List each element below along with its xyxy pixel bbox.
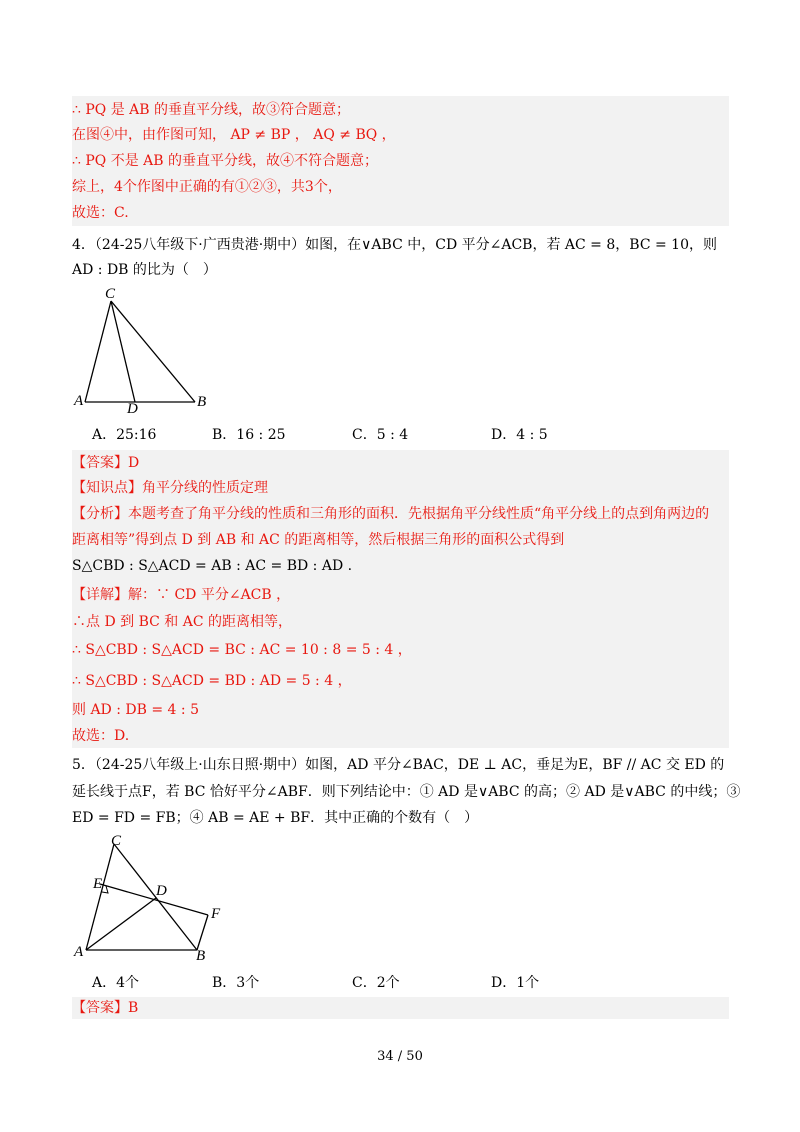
figure-label-b: B bbox=[197, 394, 207, 410]
question-5-figure bbox=[70, 830, 230, 970]
solution-line: 综上，4个作图中正确的有①②③，共3个， bbox=[72, 179, 342, 195]
solution-line: 故选：C. bbox=[72, 205, 129, 221]
option-a: A．25:16 bbox=[92, 427, 157, 443]
option-c: C．5 : 4 bbox=[352, 427, 409, 443]
detail-line: 故选：D. bbox=[72, 728, 130, 744]
solution-line: ∴ PQ 是 AB 的垂直平分线，故③符合题意； bbox=[72, 102, 351, 118]
figure-label-a: A bbox=[74, 944, 84, 960]
option-b: B．3个 bbox=[212, 975, 260, 991]
question-4-text: AD : DB 的比为（ ） bbox=[72, 262, 217, 278]
detail-line: 【详解】解：∵ CD 平分∠ACB ， bbox=[72, 587, 291, 603]
solution-line: ∴ PQ 不是 AB 的垂直平分线，故④不符合题意； bbox=[72, 153, 379, 169]
answer-label: 【答案】D bbox=[72, 455, 140, 471]
question-5-text: 延长线于点F，若 BC 恰好平分∠ABF．则下列结论中：① AD 是∨ABC 的高；② AD 是∨ABC 的中线；③ bbox=[72, 784, 741, 800]
question-5-text: 5．（24-25八年级上·山东日照·期中）如图，AD 平分∠BAC，DE ⊥ AC，垂足为E，BF // AC 交 ED 的 bbox=[72, 757, 725, 773]
figure-label-d: D bbox=[156, 883, 167, 899]
solution-line: 在图④中，由作图可知， AP ≠ BP ， AQ ≠ BQ ， bbox=[72, 127, 396, 143]
option-c: C．2个 bbox=[352, 975, 400, 991]
figure-label-c: C bbox=[111, 833, 122, 849]
figure-label-a: A bbox=[74, 393, 84, 409]
detail-line: 则 AD : DB = 4 : 5 bbox=[72, 702, 199, 718]
detail-line: ∴ S△CBD : S△ACD = BC : AC = 10 : 8 = 5 : 4 ， bbox=[72, 642, 412, 658]
page-number: 34 / 50 bbox=[377, 1049, 423, 1064]
option-b: B．16 : 25 bbox=[212, 427, 286, 443]
analysis-line: 【分析】本题考查了角平分线的性质和三角形的面积．先根据角平分线性质“角平分线上的点到角两边的 bbox=[72, 506, 710, 522]
answer-label: 【答案】B bbox=[72, 1000, 139, 1016]
question-4-text: 4．（24-25八年级下·广西贵港·期中）如图，在∨ABC 中，CD 平分∠ACB，若 AC = 8，BC = 10，则 bbox=[72, 237, 717, 253]
detail-line: ∴点 D 到 BC 和 AC 的距离相等， bbox=[72, 614, 293, 630]
answer-box-q5 bbox=[72, 997, 729, 1019]
analysis-formula: S△CBD : S△ACD = AB : AC = BD : AD . bbox=[72, 558, 353, 574]
figure-label-b: B bbox=[196, 948, 206, 964]
figure-label-d: D bbox=[127, 401, 138, 417]
figure-label-f: F bbox=[211, 906, 221, 922]
figure-label-e: E bbox=[93, 876, 103, 892]
detail-line: ∴ S△CBD : S△ACD = BD : AD = 5 : 4 ， bbox=[72, 673, 352, 689]
option-a: A．4个 bbox=[92, 975, 140, 991]
option-d: D．1个 bbox=[491, 975, 540, 991]
option-d: D．4 : 5 bbox=[491, 427, 548, 443]
knowledge-point: 【知识点】角平分线的性质定理 bbox=[72, 480, 268, 496]
analysis-line: 距离相等”得到点 D 到 AB 和 AC 的距离相等，然后根据三角形的面积公式得到 bbox=[72, 532, 565, 548]
figure-label-c: C bbox=[105, 286, 116, 302]
question-5-text: ED = FD = FB；④ AB = AE + BF．其中正确的个数有（ ） bbox=[72, 810, 479, 826]
